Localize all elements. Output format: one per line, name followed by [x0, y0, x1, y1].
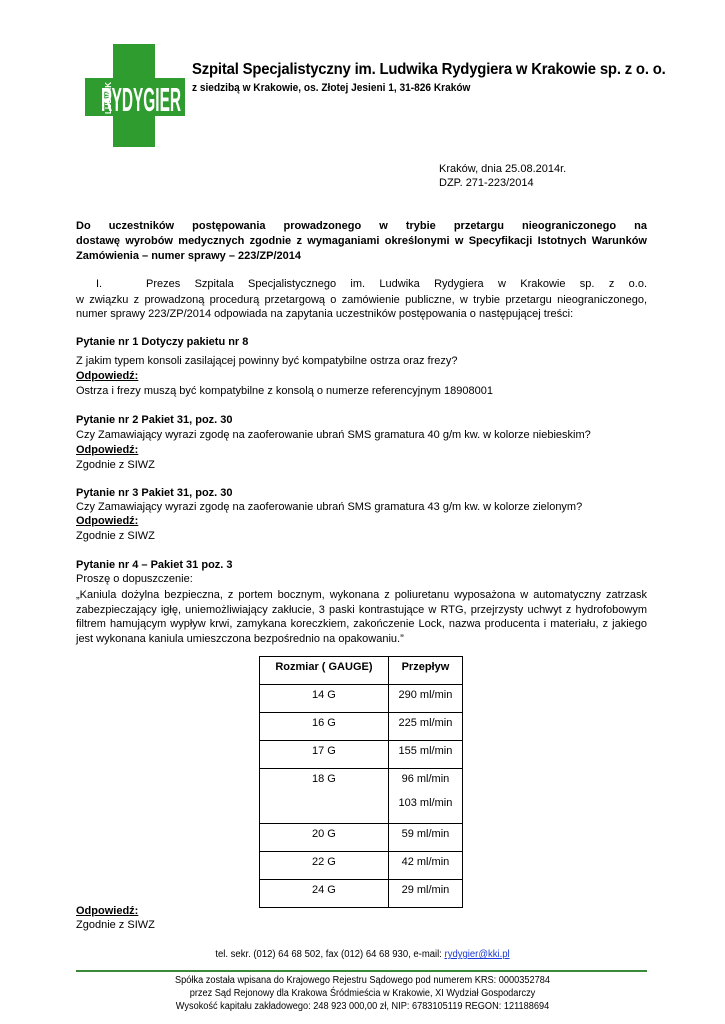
logo-big-text: RYDYGIER [101, 81, 182, 118]
addressee-line-1: Do uczestników postępowania prowadzonego w trybie przetargu nieograniczonego na [76, 220, 647, 232]
table-cell-flow-value-2: 103 ml/min [398, 797, 453, 809]
table-row [260, 685, 463, 713]
table-row [260, 741, 463, 769]
answer-4-text: Zgodnie z SIWZ [76, 919, 155, 931]
footer-contact [18, 949, 707, 960]
section-numeral: I. [96, 278, 103, 290]
question-1-text: Z jakim typem konsoli zasilającej powinny być kompatybilne ostrza oraz frezy? [76, 355, 458, 367]
table-cell-flow: 29 ml/min [388, 880, 462, 908]
reference-number: DZP. 271-223/2014 [439, 177, 534, 189]
question-4-quote-line-4: jest wykonana kaniula umieszczona bezpośrednio na opakowaniu.” [76, 633, 404, 645]
hospital-name: Szpital Specjalistyczny im. Ludwika Rydygiera w Krakowie sp. z o. o. [192, 61, 666, 78]
table-cell-flow: 42 ml/min [388, 852, 462, 880]
question-2-text: Czy Zamawiający wyrazi zgodę na zaoferowanie ubrań SMS gramatura 40 g/m kw. w kolorze niebieskim? [76, 429, 591, 441]
hospital-address: z siedzibą w Krakowie, os. Złotej Jesieni 1, 31-826 Kraków [192, 82, 471, 94]
footer-registration-1: Spółka została wpisana do Krajowego Rejestru Sądowego pod numerem KRS: 0000352784 [175, 975, 550, 986]
answer-3-label: Odpowiedź: [76, 515, 139, 527]
place-date: Kraków, dnia 25.08.2014r. [439, 163, 567, 175]
question-4-quote-line-1: „Kaniula dożylna bezpieczna, z portem bocznym, wykonana z poliuretanu wyposażona w automatyczny zatrzask [76, 589, 647, 601]
table-cell-flow: 225 ml/min [388, 713, 462, 741]
answer-3-text: Zgodnie z SIWZ [76, 530, 155, 542]
table-cell-size: 18 G [260, 769, 389, 824]
question-2-heading: Pytanie nr 2 Pakiet 31, poz. 30 [76, 414, 233, 426]
addressee-line-2: dostawę wyrobów medycznych zgodnie z wymaganiami określonymi w Specyfikacji Istotnych Warunków [76, 235, 647, 247]
table-header-row [260, 657, 463, 685]
question-4-quote-line-3: filtrem hamującym wypływ krwi, zamykana koreczkiem, zakończenie Lock, nazwa producenta i materiału, z jakiego [76, 618, 647, 630]
question-3-heading: Pytanie nr 3 Pakiet 31, poz. 30 [76, 487, 233, 499]
table-row [260, 880, 463, 908]
table-header-flow: Przepływ [388, 657, 462, 685]
table-cell-flow: 290 ml/min [388, 685, 462, 713]
table-cell-size: 22 G [260, 852, 389, 880]
intro-line-3: numer sprawy 223/ZP/2014 odpowiada na zapytania uczestników postępowania o następującej treści: [76, 308, 574, 320]
table-cell-flow: 155 ml/min [388, 741, 462, 769]
hospital-logo [85, 44, 185, 147]
table-cell-flow-value-1: 96 ml/min [401, 773, 450, 785]
gauge-flow-table [259, 656, 463, 908]
logo-small-text: LUDWIK [104, 82, 113, 114]
table-cell-size: 20 G [260, 824, 389, 852]
answer-2-text: Zgodnie z SIWZ [76, 459, 155, 471]
footer-divider [76, 970, 647, 972]
footer-registration-3: Wysokość kapitału zakładowego: 248 923 000,00 zł, NIP: 6783105119 REGON: 121188694 [175, 1001, 550, 1012]
footer-contact-text: tel. sekr. (012) 64 68 502, fax (012) 64 68 930, e-mail: [215, 949, 445, 960]
addressee-line-3: Zamówienia – numer sprawy – 223/ZP/2014 [76, 250, 301, 262]
answer-4-label: Odpowiedź: [76, 905, 139, 917]
table-cell-flow: 59 ml/min [388, 824, 462, 852]
table-cell-size: 17 G [260, 741, 389, 769]
question-4-heading: Pytanie nr 4 – Pakiet 31 poz. 3 [76, 559, 233, 571]
table-header-size: Rozmiar ( GAUGE) [260, 657, 389, 685]
table-row [260, 769, 463, 824]
table-cell-size: 24 G [260, 880, 389, 908]
table-cell-size: 16 G [260, 713, 389, 741]
question-3-text: Czy Zamawiający wyrazi zgodę na zaoferowanie ubrań SMS gramatura 43 g/m kw. w kolorze zielonym? [76, 501, 583, 513]
table-row [260, 824, 463, 852]
question-4-text: Proszę o dopuszczenie: [76, 573, 193, 585]
table-cell-flow [388, 769, 462, 824]
table-row [260, 852, 463, 880]
table-row [260, 713, 463, 741]
intro-line-1: Prezes Szpitala Specjalistycznego im. Ludwika Rydygiera w Krakowie sp. z o.o. [146, 278, 647, 290]
answer-1-label: Odpowiedź: [76, 370, 139, 382]
answer-1-text: Ostrza i frezy muszą być kompatybilne z konsolą o numerze referencyjnym 18908001 [76, 385, 493, 397]
footer-email-link[interactable]: rydygier@kki.pl [444, 949, 510, 960]
question-4-quote-line-2: zabezpieczający igłę, uniemożliwiający zakłucie, 3 paski kontrastujące w RTG, przejrzysty uchwyt z hydrofobowym [76, 604, 647, 616]
answer-2-label: Odpowiedź: [76, 444, 139, 456]
question-1-heading: Pytanie nr 1 Dotyczy pakietu nr 8 [76, 336, 249, 348]
footer-registration-2: przez Sąd Rejonowy dla Krakowa Śródmieścia w Krakowie, XI Wydział Gospodarczy [189, 988, 536, 999]
table-cell-size: 14 G [260, 685, 389, 713]
intro-line-2: w związku z prowadzoną procedurą przetargową o zamówienie publiczne, w trybie przetargu nieograniczonego, [76, 294, 647, 306]
